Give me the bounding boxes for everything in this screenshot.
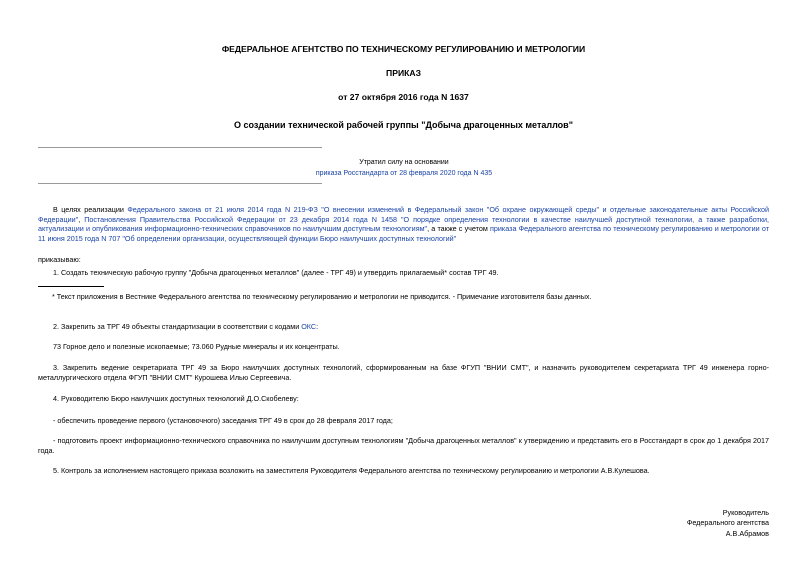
agency-heading: ФЕДЕРАЛЬНОЕ АГЕНТСТВО ПО ТЕХНИЧЕСКОМУ РЕГУЛИРОВАНИЮ И МЕТРОЛОГИИ [221,44,586,54]
signature-name: А.В.Абрамов [725,528,769,538]
item-2 [38,322,769,332]
order-word: приказываю: [38,255,81,264]
signature-position-2: Федерального агентства [686,518,769,528]
signature-position-1: Руководитель [722,508,769,517]
government-decree-link[interactable]: Постановления Правительства Российской Федерации от 23 декабря 2014 года N 1458 "О порядке определения технологии в качестве наилучшей доступной технологии, а также разработки, актуализации и опубликования информационно-технических справочников по наилучшим доступным технологиям" [38,214,769,233]
intro-text-2: , [78,214,85,224]
status-line: Утратил силу на основании [359,159,449,166]
item-1: 1. Создать техническую рабочую группу "Добыча драгоценных металлов" (далее - ТРГ 49) и утвердить прилагаемый* состав ТРГ 49. [53,268,499,277]
status-link[interactable]: приказа Росстандарта от 28 февраля 2020 года N 435 [315,169,493,177]
document-title: О создании технической рабочей группы "Добыча драгоценных металлов" [234,120,573,130]
doc-type-heading: ПРИКАЗ [386,68,421,78]
item-5: 5. Контроль за исполнением настоящего приказа возложить на заместителя Руководителя Федерального агентства по техническому регулированию и метрологии А.В.Кулешова. [53,466,650,475]
item-4b: - подготовить проект информационно-технического справочника по наилучшим доступным технологиям "Добыча драгоценных металлов" к утверждению и представить его в Росстандарт в срок до 1 декабря 2017 года. [38,436,769,455]
item-2-end: : [316,322,319,331]
divider-top [38,147,322,148]
agency-order-link[interactable]: приказа Федерального агентства по техническому регулированию и метрологии от 11 июня 2015 года N 707 "Об определении организации, осуществляющей функции Бюро наилучших доступных технологий" [38,224,770,243]
footnote-rule [38,286,104,287]
status-note [240,158,568,179]
federal-law-link[interactable]: Федерального закона от 21 июля 2014 года N 219-ФЗ "О внесении изменений в Федеральный закон "Об охране окружающей среды" и отдельные законодательные акты Российской Федерации" [38,205,769,224]
item-2-text: 2. Закрепить за ТРГ 49 объекты стандартизации в соответствии с кодами [53,322,302,331]
date-number-heading: от 27 октября 2016 года N 1637 [338,92,469,102]
item-4a: - обеспечить проведение первого (установочного) заседания ТРГ 49 в срок до 28 февраля 2017 года; [53,416,393,425]
item-3: 3. Закрепить ведение секретариата ТРГ 49 за Бюро наилучших доступных технологий, сформированным на базе ФГУП "ВНИИ СМТ", и назначить руководителем секретариата ТРГ 49 инженера горно-металлургического отдела ФГУП "ВНИИ СМТ" Курошева Илью Сергеевича. [38,363,769,382]
intro-text-1: В целях реализации [53,205,128,214]
item-2-codes: 73 Горное дело и полезные ископаемые; 73.060 Рудные минералы и их концентраты. [53,342,340,351]
intro-paragraph [38,205,769,243]
oks-link[interactable]: ОКС [301,322,317,331]
intro-text-3: , а также с учетом [427,224,491,233]
divider-bottom [38,183,322,184]
signature-block [687,508,769,539]
footnote: * Текст приложения в Вестнике Федерального агентства по техническому регулированию и метрологии не приводится. - Примечание изготовителя базы данных. [52,292,592,301]
item-4: 4. Руководителю Бюро наилучших доступных технологий Д.О.Скобелеву: [53,394,299,403]
